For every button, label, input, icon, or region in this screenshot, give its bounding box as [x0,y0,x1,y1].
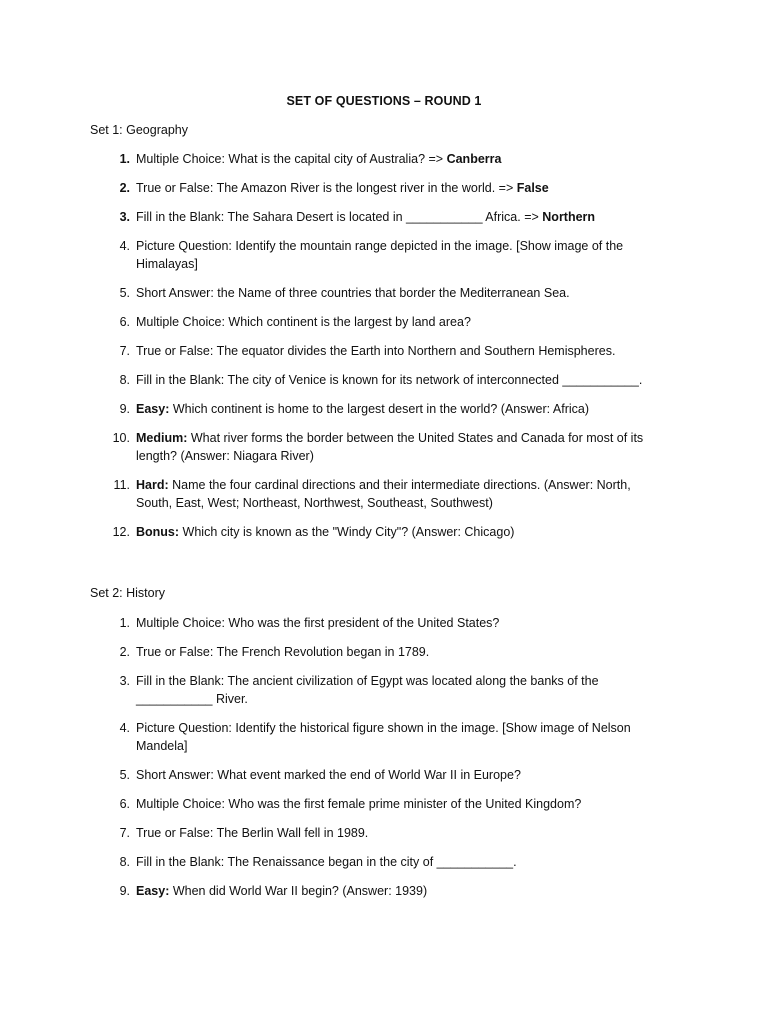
question-item [0,614,768,632]
question-number: 1. [119,152,130,166]
question-text: Multiple Choice: What is the capital city of Australia? => [136,152,447,166]
question-text: What river forms the border between the United States and Canada for most of its length? (Answer: Niagara River) [136,431,644,463]
difficulty-label: Easy: [136,884,170,898]
question-text: Fill in the Blank: The Sahara Desert is located in ___________ Africa. => [136,210,543,224]
question-number: 9. [119,884,130,898]
difficulty-label: Easy: [136,402,170,416]
difficulty-label: Bonus: [136,525,180,539]
question-number: 7. [119,826,130,840]
question-item [0,523,768,541]
question-number: 10. [112,431,130,445]
question-item [0,643,768,661]
question-number: 11. [113,478,130,492]
question-text: True or False: The Berlin Wall fell in 1989. [136,826,369,840]
question-text: Short Answer: the Name of three countries that border the Mediterranean Sea. [136,286,570,300]
set-2-heading: Set 2: History [90,586,166,600]
question-text: Picture Question: Identify the historical figure shown in the image. [Show image of Nelson Mandela] [136,721,631,753]
question-number: 6. [119,315,130,329]
question-item [0,208,768,226]
question-text: Which continent is home to the largest desert in the world? (Answer: Africa) [169,402,589,416]
question-item [0,853,768,871]
question-number: 2. [119,645,130,659]
question-item [0,371,768,389]
difficulty-label: Hard: [136,478,169,492]
question-number: 4. [119,721,130,735]
question-text: Fill in the Blank: The Renaissance began in the city of ___________. [136,855,517,869]
question-item [0,672,768,708]
question-text: Multiple Choice: Which continent is the largest by land area? [136,315,471,329]
question-number: 3. [119,210,130,224]
question-item [0,795,768,813]
question-item [0,237,768,273]
question-number: 3. [119,674,130,688]
question-text: Name the four cardinal directions and their intermediate directions. (Answer: North, South, East, West; Northeast, Northwest, Southeast, Southwest) [136,478,631,510]
set-2-question-list [0,614,768,911]
question-item [0,719,768,755]
answer-text: Northern [542,210,596,224]
question-item [0,476,768,512]
question-text: True or False: The French Revolution began in 1789. [136,645,430,659]
question-number: 1. [119,616,130,630]
answer-text: Canberra [446,152,502,166]
question-item [0,882,768,900]
document-title: SET OF QUESTIONS – ROUND 1 [286,94,482,108]
question-number: 8. [119,373,130,387]
question-number: 8. [119,855,130,869]
question-text: Picture Question: Identify the mountain range depicted in the image. [Show image of the Himalayas] [136,239,624,271]
question-text: Multiple Choice: Who was the first female prime minister of the United Kingdom? [136,797,582,811]
question-number: 7. [119,344,130,358]
question-number: 6. [119,797,130,811]
answer-text: False [516,181,549,195]
question-number: 4. [119,239,130,253]
question-item [0,766,768,784]
question-text: Fill in the Blank: The ancient civilization of Egypt was located along the banks of the ___________ River. [136,674,599,706]
question-item [0,150,768,168]
question-text: Short Answer: What event marked the end of World War II in Europe? [136,768,521,782]
set-1-heading: Set 1: Geography [90,123,188,137]
question-number: 9. [119,402,130,416]
question-item [0,429,768,465]
question-number: 5. [119,286,130,300]
difficulty-label: Medium: [136,431,188,445]
question-number: 2. [119,181,130,195]
question-number: 12. [112,525,130,539]
question-item [0,400,768,418]
question-item [0,313,768,331]
question-item [0,824,768,842]
question-text: Fill in the Blank: The city of Venice is known for its network of interconnected ___________. [136,373,643,387]
set-1-question-list [0,150,768,552]
question-item [0,342,768,360]
question-text: True or False: The equator divides the Earth into Northern and Southern Hemispheres. [136,344,616,358]
question-item [0,179,768,197]
question-item [0,284,768,302]
question-text: True or False: The Amazon River is the longest river in the world. => [136,181,517,195]
question-text: When did World War II begin? (Answer: 1939) [169,884,428,898]
question-text: Multiple Choice: Who was the first president of the United States? [136,616,500,630]
question-number: 5. [119,768,130,782]
question-text: Which city is known as the "Windy City"? (Answer: Chicago) [179,525,515,539]
